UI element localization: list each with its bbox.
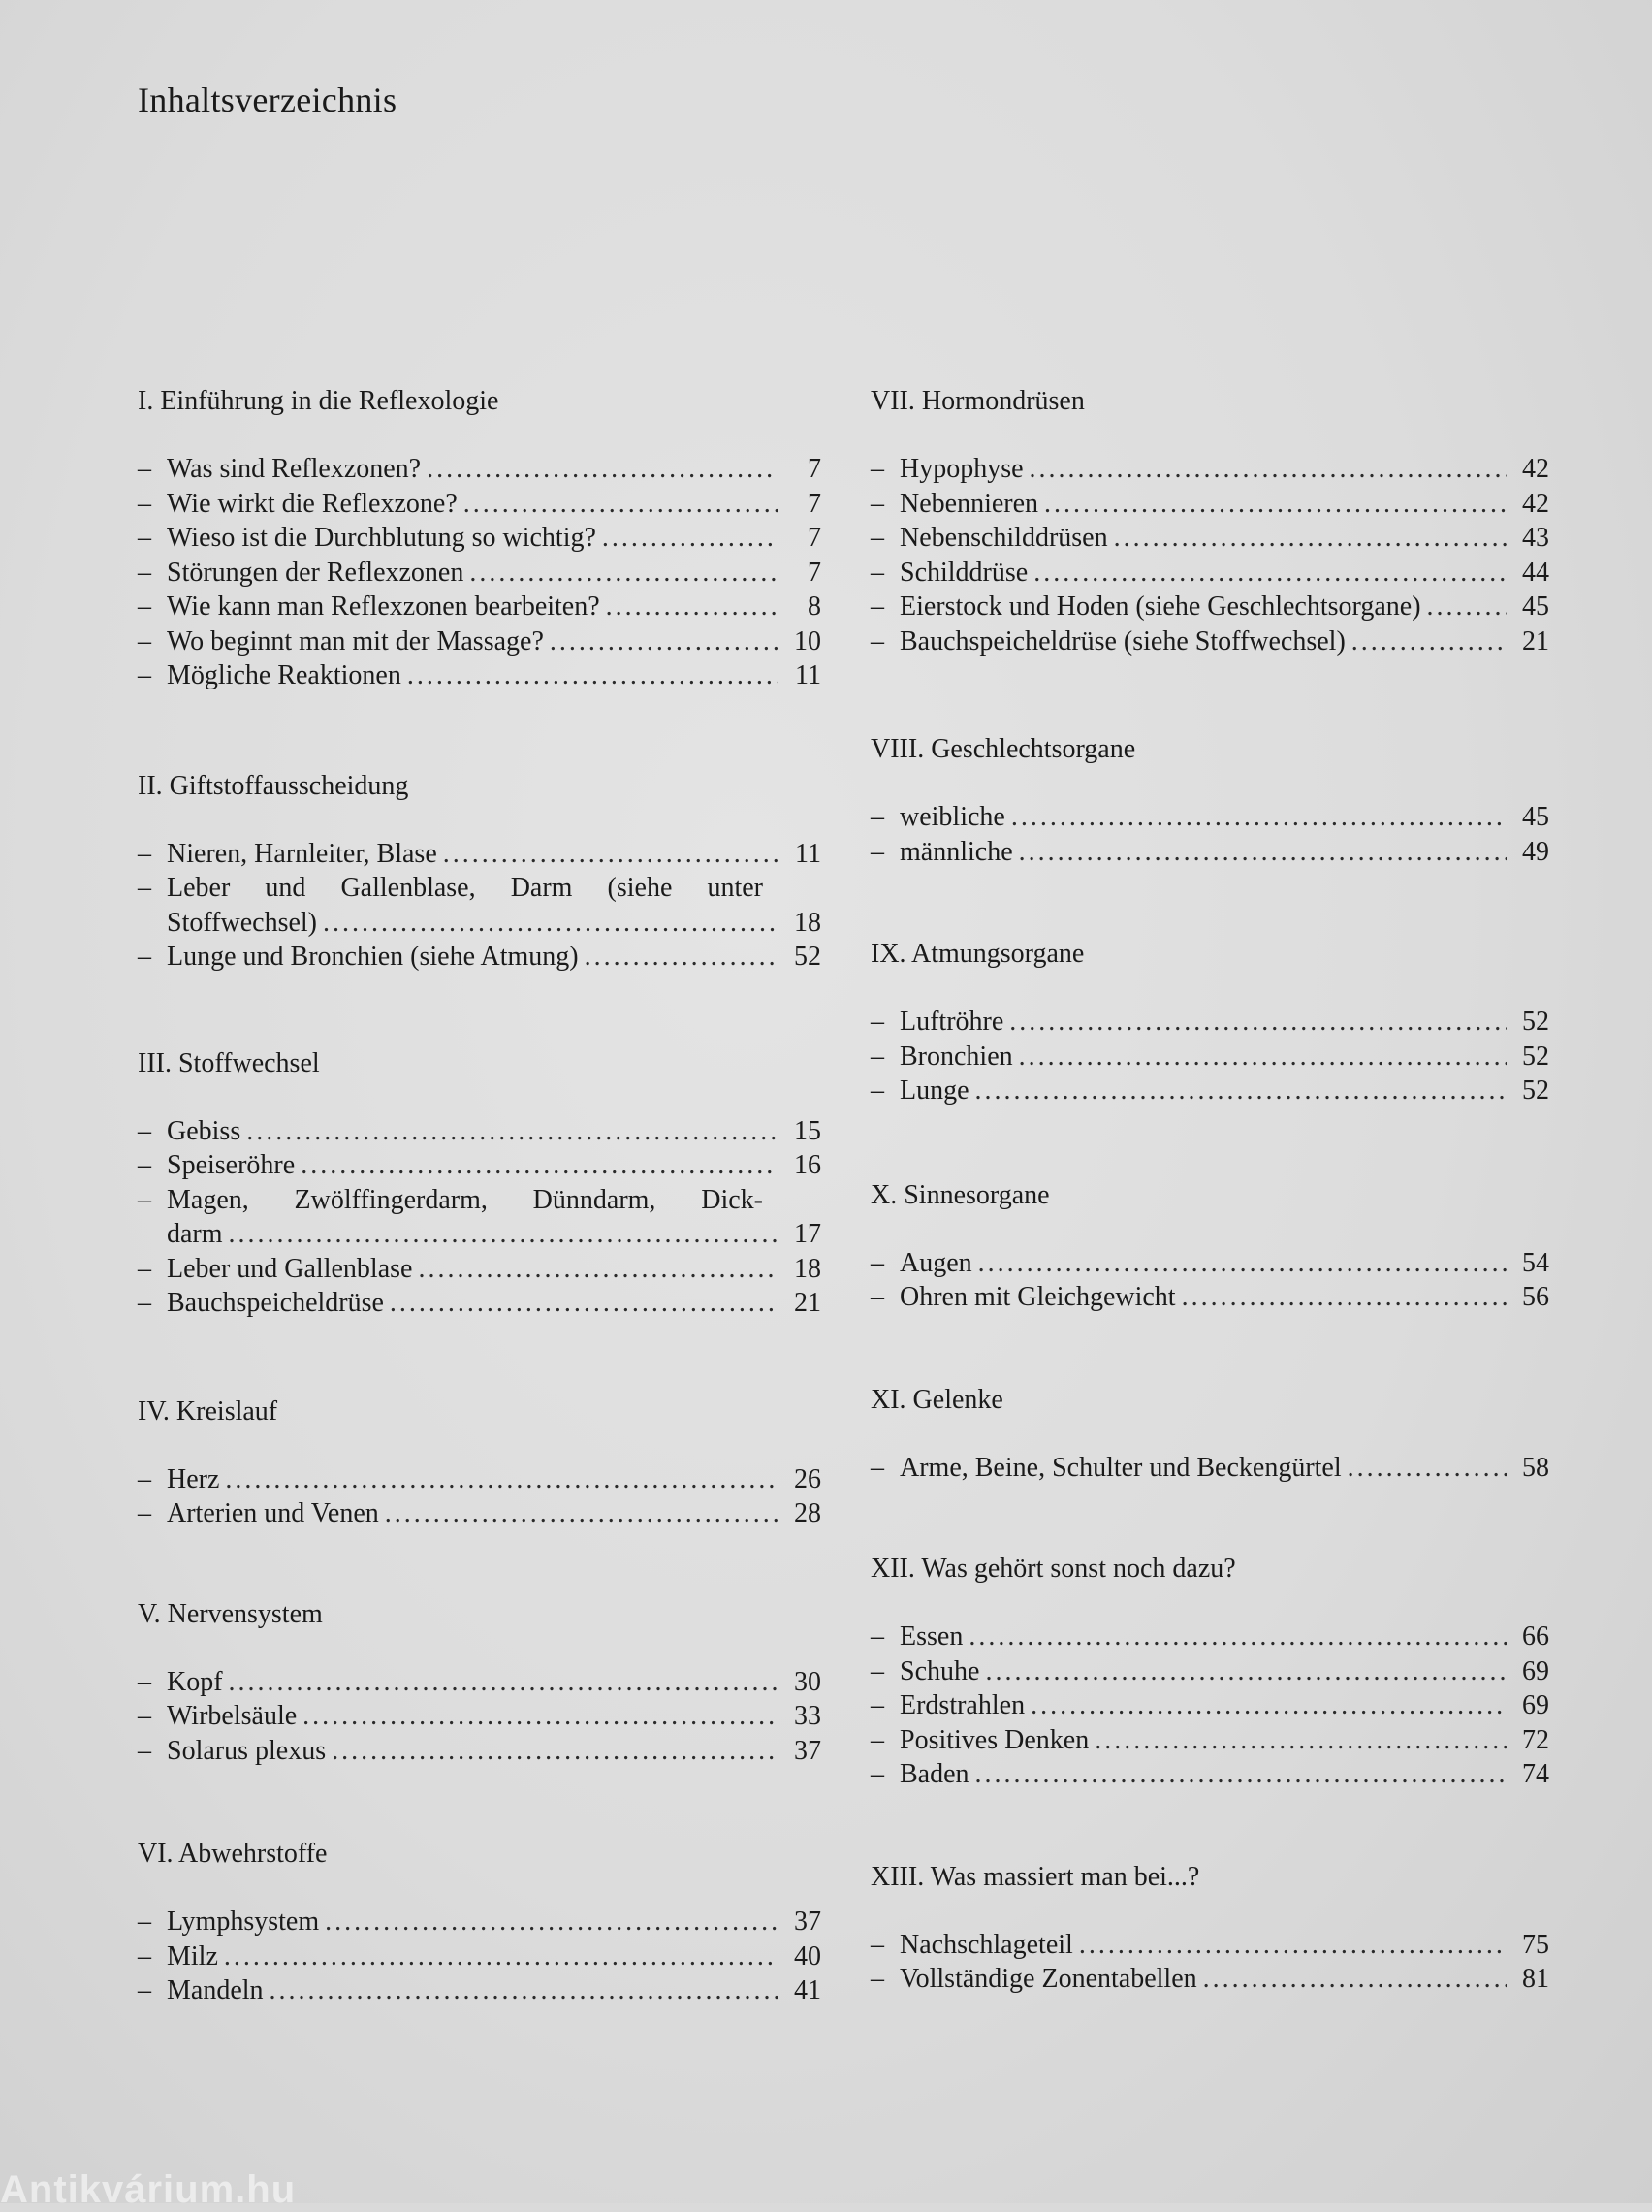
entry-label: Bauchspeicheldrüse (167, 1288, 384, 1318)
entry-page-number: 81 (1522, 1964, 1549, 1994)
toc-entry (138, 556, 821, 591)
dot-leader (390, 1286, 778, 1321)
dot-leader (325, 1905, 778, 1940)
section-heading: IX. Atmungsorgane (871, 939, 1085, 969)
entry-label: Nieren, Harnleiter, Blase (167, 838, 437, 869)
section-heading: VII. Hormondrüsen (871, 386, 1085, 416)
toc-right-column (871, 384, 1549, 1997)
entry-label: Augen (900, 1247, 972, 1278)
toc-entry (871, 1962, 1549, 1997)
toc-entry (871, 625, 1549, 659)
entry-page-number: 58 (1522, 1452, 1549, 1483)
entry-label: Mögliche Reaktionen (167, 660, 401, 690)
section-heading: VI. Abwehrstoffe (138, 1839, 328, 1869)
entry-label: Erdstrahlen (900, 1690, 1026, 1720)
entry-page-number: 37 (794, 1735, 821, 1766)
dot-leader (1031, 1688, 1507, 1723)
entry-label: Störungen der Reflexzonen (167, 557, 464, 588)
entry-label: Wo beginnt man mit der Massage? (167, 625, 544, 657)
dot-leader (606, 590, 778, 625)
toc-section (871, 732, 1549, 869)
entry-page-number: 40 (794, 1940, 821, 1972)
dot-leader (229, 1217, 778, 1252)
entry-page-number: 45 (1522, 592, 1549, 622)
dot-leader (1011, 800, 1507, 835)
entry-page-number: 8 (808, 592, 821, 622)
entry-page-number: 11 (795, 838, 821, 869)
entry-page-number: 44 (1522, 557, 1549, 588)
entry-dash: – (138, 1907, 151, 1937)
dot-leader (407, 658, 778, 693)
entry-label: Speiseröhre (167, 1150, 296, 1180)
dot-leader (975, 1074, 1507, 1108)
dot-leader (246, 1114, 778, 1149)
dot-leader (1033, 556, 1507, 591)
toc-entry (138, 1148, 821, 1183)
entry-label: Gebiss (167, 1115, 241, 1146)
entry-dash: – (871, 1964, 884, 1994)
section-heading: III. Stoffwechsel (138, 1047, 320, 1078)
toc-entry (871, 487, 1549, 522)
dot-leader (1044, 487, 1507, 522)
toc-entry (871, 1040, 1549, 1074)
entry-label: Mandeln (167, 1975, 264, 2005)
toc-section (138, 1046, 821, 1321)
entry-dash: – (138, 1701, 151, 1731)
toc-entry (138, 1905, 821, 1940)
entry-dash: – (138, 625, 151, 657)
dot-leader (1427, 590, 1507, 625)
entry-dash: – (871, 1452, 884, 1483)
toc-entry (871, 1451, 1549, 1486)
entry-dash: – (871, 1621, 884, 1651)
entry-dash: – (138, 1735, 151, 1766)
entry-page-number: 7 (808, 454, 821, 484)
entry-dash: – (138, 523, 151, 553)
section-heading: I. Einführung in die Reflexologie (138, 386, 499, 416)
toc-entry (138, 1973, 821, 2008)
entry-label-continued: darm (167, 1219, 223, 1249)
toc-entry (871, 800, 1549, 835)
entry-page-number: 37 (794, 1907, 821, 1937)
entry-dash: – (138, 1184, 151, 1215)
dot-leader (418, 1252, 778, 1287)
toc-left-column (138, 384, 821, 2008)
entry-label: Nebenschilddrüsen (900, 523, 1108, 553)
toc-entry (871, 556, 1549, 591)
entry-page-number: 18 (794, 907, 821, 938)
entry-page-number: 72 (1522, 1724, 1549, 1755)
entry-label-continued: Stoffwechsel) (167, 907, 317, 938)
toc-section (871, 937, 1549, 1108)
dot-leader (323, 906, 778, 941)
dot-leader (1019, 835, 1507, 870)
toc-entry (871, 1757, 1549, 1792)
entry-label: Vollständige Zonentabellen (900, 1964, 1197, 1994)
dot-leader (1079, 1928, 1507, 1963)
entry-page-number: 7 (808, 523, 821, 553)
entry-label: Positives Denken (900, 1724, 1090, 1755)
entry-page-number: 42 (1522, 488, 1549, 519)
toc-section (138, 1395, 821, 1531)
entry-dash: – (138, 942, 151, 972)
entry-label: Lymphsystem (167, 1907, 320, 1937)
entry-dash: – (871, 802, 884, 832)
entry-label: Leber und Gallenblase (167, 1253, 413, 1284)
entry-dash: – (138, 592, 151, 622)
section-heading: IV. Kreislauf (138, 1395, 278, 1427)
entry-dash: – (871, 1282, 884, 1312)
toc-entry (138, 625, 821, 659)
dot-leader (443, 837, 778, 872)
toc-section (871, 1552, 1549, 1792)
toc-entry (871, 1074, 1549, 1108)
entry-label: Lunge und Bronchien (siehe Atmung) (167, 942, 579, 972)
toc-entry (138, 452, 821, 487)
dot-leader (1351, 625, 1507, 659)
toc-entry (138, 940, 821, 975)
entry-dash: – (871, 1929, 884, 1960)
entry-page-number: 10 (794, 625, 821, 657)
entry-label: Bronchien (900, 1041, 1013, 1072)
dot-leader (224, 1940, 778, 1974)
entry-page-number: 52 (794, 942, 821, 972)
entry-dash: – (871, 1690, 884, 1720)
entry-page-number: 17 (794, 1219, 821, 1249)
page-title: Inhaltsverzeichnis (138, 80, 397, 119)
entry-dash: – (871, 1724, 884, 1755)
entry-label: Arterien und Venen (167, 1498, 379, 1528)
section-heading: XII. Was gehört sonst noch dazu? (871, 1554, 1236, 1584)
entry-dash: – (871, 488, 884, 519)
toc-entry (871, 1688, 1549, 1723)
toc-entry (871, 1280, 1549, 1315)
entry-label: Magen, Zwölffingerdarm, Dünndarm, Dick- (167, 1184, 763, 1215)
watermark-text: Antikvárium.hu (0, 2168, 297, 2211)
entry-dash: – (138, 1288, 151, 1318)
entry-label: Milz (167, 1940, 218, 1972)
entry-label: Essen (900, 1621, 964, 1651)
entry-dash: – (138, 1463, 151, 1494)
entry-page-number: 45 (1522, 802, 1549, 832)
entry-page-number: 33 (794, 1701, 821, 1731)
section-heading: II. Giftstoffausscheidung (138, 770, 409, 801)
entry-dash: – (871, 625, 884, 657)
entry-page-number: 21 (794, 1288, 821, 1318)
entry-label: Schilddrüse (900, 557, 1029, 588)
entry-label: Arme, Beine, Schulter und Beckengürtel (900, 1452, 1342, 1483)
toc-section (138, 1837, 821, 2008)
entry-label: Eierstock und Hoden (siehe Geschlechtsorgane) (900, 592, 1421, 622)
entry-page-number: 26 (794, 1463, 821, 1494)
dot-leader (463, 487, 778, 522)
section-heading: VIII. Geschlechtsorgane (871, 734, 1136, 764)
section-heading: V. Nervensystem (138, 1598, 323, 1629)
dot-leader (332, 1734, 778, 1769)
entry-label: Herz (167, 1463, 220, 1494)
dot-leader (270, 1973, 778, 2008)
dot-leader (301, 1148, 778, 1183)
entry-page-number: 54 (1522, 1247, 1549, 1278)
toc-entry (138, 1114, 821, 1149)
entry-dash: – (871, 454, 884, 484)
toc-entry (138, 1252, 821, 1287)
entry-page-number: 11 (795, 660, 821, 690)
dot-leader (1182, 1280, 1507, 1315)
entry-dash: – (138, 1666, 151, 1697)
dot-leader (385, 1496, 778, 1531)
dot-leader (975, 1757, 1507, 1792)
entry-label: Wie kann man Reflexzonen bearbeiten? (167, 592, 600, 622)
section-heading: X. Sinnesorgane (871, 1179, 1050, 1210)
dot-leader (969, 1619, 1507, 1654)
toc-entry (138, 658, 821, 693)
toc-entry (871, 835, 1549, 870)
entry-page-number: 41 (794, 1975, 821, 2005)
entry-page-number: 42 (1522, 454, 1549, 484)
toc-entry (138, 521, 821, 556)
toc-section (871, 1383, 1549, 1486)
toc-entry (871, 1005, 1549, 1040)
dot-leader (225, 1462, 778, 1497)
toc-entry (138, 1699, 821, 1734)
dot-leader (1348, 1451, 1507, 1486)
entry-dash: – (138, 1940, 151, 1972)
toc-entry (138, 1665, 821, 1700)
entry-label: Solarus plexus (167, 1735, 327, 1766)
entry-page-number: 43 (1522, 523, 1549, 553)
entry-dash: – (871, 836, 884, 867)
dot-leader (602, 521, 778, 556)
entry-page-number: 28 (794, 1498, 821, 1528)
entry-dash: – (871, 1041, 884, 1072)
section-heading: XI. Gelenke (871, 1384, 1003, 1415)
entry-dash: – (138, 1115, 151, 1146)
toc-entry (138, 1496, 821, 1531)
toc-section (138, 384, 821, 693)
entry-label: Nachschlageteil (900, 1929, 1073, 1960)
dot-leader (585, 940, 778, 975)
entry-page-number: 7 (808, 557, 821, 588)
entry-dash: – (138, 557, 151, 588)
entry-dash: – (871, 1759, 884, 1789)
entry-label: weibliche (900, 802, 1005, 832)
entry-dash: – (138, 1253, 151, 1284)
entry-page-number: 75 (1522, 1929, 1549, 1960)
toc-entry (871, 1619, 1549, 1654)
dot-leader (985, 1654, 1507, 1689)
toc-entry (138, 837, 821, 872)
toc-section (871, 1178, 1549, 1315)
toc-section (871, 384, 1549, 658)
toc-section (871, 1860, 1549, 1997)
entry-label: Leber und Gallenblase, Darm (siehe unter (167, 873, 763, 903)
dot-leader (1114, 521, 1507, 556)
entry-dash: – (138, 488, 151, 519)
entry-page-number: 52 (1522, 1075, 1549, 1106)
dot-leader (550, 625, 778, 659)
entry-page-number: 52 (1522, 1041, 1549, 1072)
dot-leader (1009, 1005, 1507, 1040)
dot-leader (469, 556, 778, 591)
dot-leader (302, 1699, 778, 1734)
toc-entry (871, 452, 1549, 487)
entry-dash: – (138, 1975, 151, 2005)
dot-leader (978, 1246, 1507, 1281)
entry-page-number: 30 (794, 1666, 821, 1697)
entry-page-number: 69 (1522, 1690, 1549, 1720)
entry-label: Wie wirkt die Reflexzone? (167, 488, 458, 519)
toc-entry (138, 1183, 821, 1252)
entry-label: männliche (900, 836, 1013, 867)
toc-entry (871, 1654, 1549, 1689)
entry-dash: – (871, 592, 884, 622)
entry-page-number: 7 (808, 488, 821, 519)
entry-label: Hypophyse (900, 454, 1024, 484)
entry-page-number: 66 (1522, 1621, 1549, 1651)
entry-label: Wirbelsäule (167, 1701, 298, 1731)
toc-section (138, 769, 821, 975)
entry-page-number: 69 (1522, 1655, 1549, 1686)
entry-label: Bauchspeicheldrüse (siehe Stoffwechsel) (900, 625, 1346, 657)
entry-dash: – (138, 1150, 151, 1180)
entry-label: Kopf (167, 1666, 223, 1697)
toc-entry (138, 871, 821, 940)
entry-label: Nebennieren (900, 488, 1039, 519)
entry-label: Schuhe (900, 1655, 980, 1686)
dot-leader (1095, 1723, 1507, 1758)
entry-dash: – (871, 1655, 884, 1686)
entry-dash: – (871, 1247, 884, 1278)
entry-page-number: 74 (1522, 1759, 1549, 1789)
section-heading: XIII. Was massiert man bei...? (871, 1861, 1200, 1892)
entry-dash: – (138, 454, 151, 484)
toc-entry (138, 487, 821, 522)
entry-label: Ohren mit Gleichgewicht (900, 1282, 1176, 1312)
entry-label: Was sind Reflexzonen? (167, 454, 422, 484)
toc-entry (138, 1734, 821, 1769)
entry-page-number: 21 (1522, 625, 1549, 657)
toc-entry (871, 1723, 1549, 1758)
dot-leader (1030, 452, 1507, 487)
entry-label: Baden (900, 1759, 969, 1789)
entry-dash: – (871, 1007, 884, 1037)
entry-label: Wieso ist die Durchblutung so wichtig? (167, 523, 596, 553)
dot-leader (427, 452, 778, 487)
toc-entry (138, 590, 821, 625)
toc-entry (138, 1462, 821, 1497)
entry-dash: – (138, 1498, 151, 1528)
dot-leader (1203, 1962, 1507, 1997)
entry-page-number: 16 (794, 1150, 821, 1180)
entry-dash: – (871, 557, 884, 588)
entry-label: Lunge (900, 1075, 969, 1106)
entry-dash: – (138, 660, 151, 690)
entry-label: Luftröhre (900, 1007, 1004, 1037)
entry-page-number: 56 (1522, 1282, 1549, 1312)
entry-dash: – (138, 838, 151, 869)
toc-section (138, 1597, 821, 1769)
entry-dash: – (871, 1075, 884, 1106)
entry-page-number: 49 (1522, 836, 1549, 867)
entry-page-number: 52 (1522, 1007, 1549, 1037)
entry-page-number: 18 (794, 1253, 821, 1284)
dot-leader (1019, 1040, 1507, 1074)
toc-entry (138, 1286, 821, 1321)
entry-dash: – (138, 873, 151, 903)
toc-entry (871, 1928, 1549, 1963)
entry-dash: – (871, 523, 884, 553)
toc-entry (871, 590, 1549, 625)
toc-entry (138, 1940, 821, 1974)
entry-page-number: 15 (794, 1115, 821, 1146)
dot-leader (229, 1665, 778, 1700)
toc-entry (871, 521, 1549, 556)
toc-entry (871, 1246, 1549, 1281)
